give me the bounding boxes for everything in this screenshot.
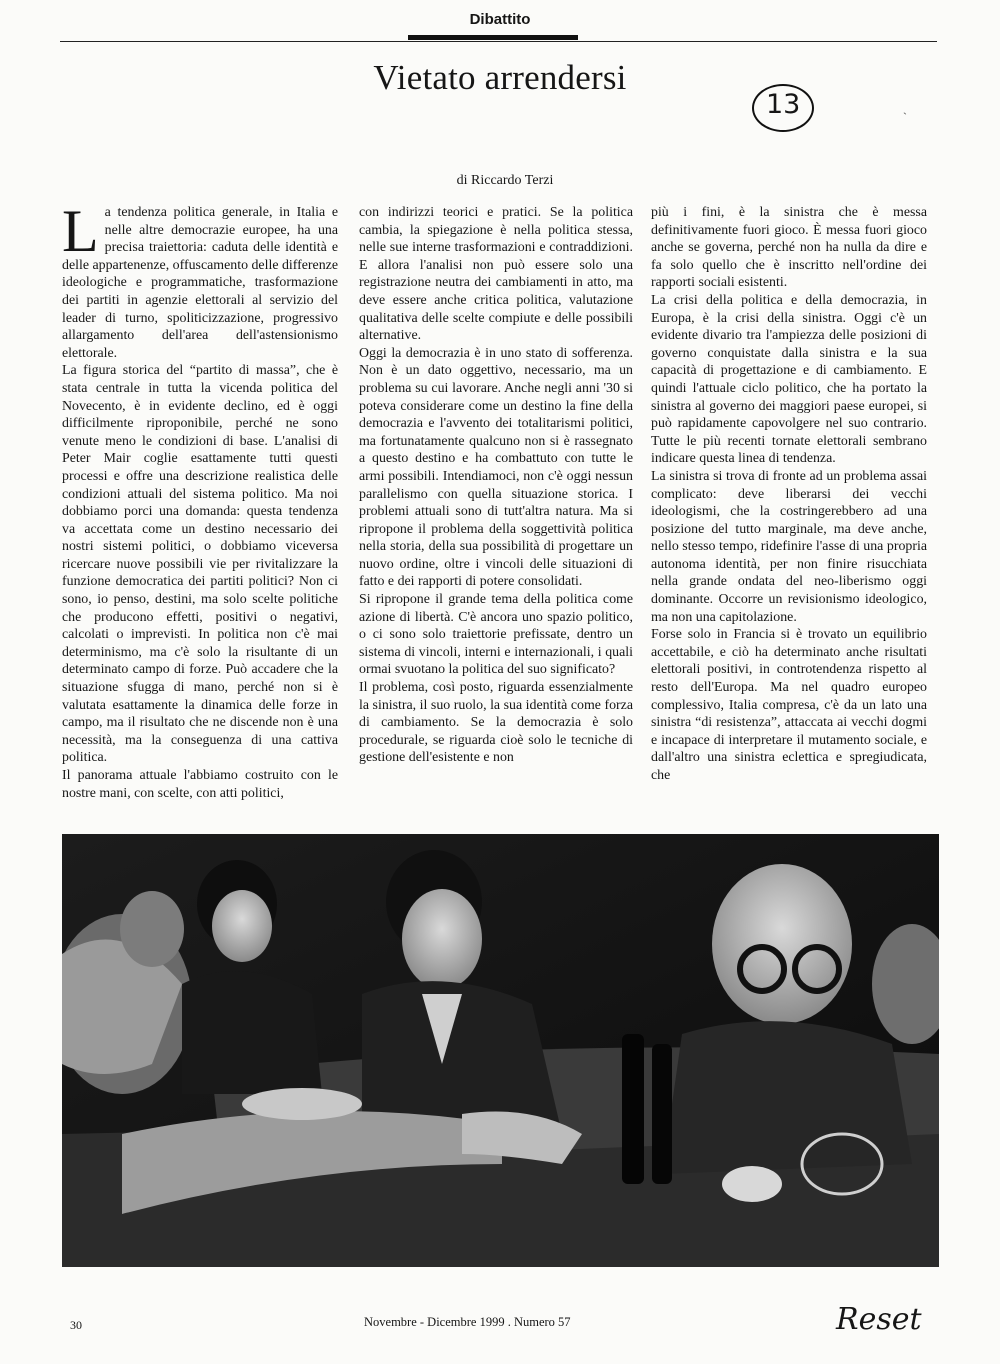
- article-photo: [62, 834, 939, 1267]
- article-column-2: [359, 204, 633, 767]
- paragraph: La figura storica del “partito di massa”, che è stata centrale in tutta la vicenda politica del Novecento, è in evidente declino, ed è oggi difficilmente riproponibile, perché ne sono venute meno le condizioni di base. L'analisi di Peter Mair coglie esattamente tutti questi processi e offre una descrizione realistica delle condizioni attuali del sistema politico. Ma noi dobbiamo porci una domanda: questa tendenza va accettata come un destino necessario dei nostri sistemi politici, o dobbiamo viceversa ricercare nuove possibili vie per rivitalizzare la funzione democratica dei partiti politici? Non ci sono, io penso, destini, ma solo scelte politiche che producono effetti, positivi o negativi, calcolati o imprevisti. In politica non c'è mai determinismo, ma c'è solo la risultante di un determinato campo di forze. Può accadere che la situazione sfugga di mano, perché non si è valutata esattamente la dinamica delle forze in campo, ma il risultato che ne discende non è una necessità, ma la conseguenza di una cattiva politica.: [62, 363, 338, 766]
- byline: di Riccardo Terzi: [456, 173, 554, 188]
- handwritten-number-text: 13: [766, 89, 801, 120]
- paragraph: più i fini, è la sinistra che è messa definitivamente fuori gioco. È messa fuori gioco anche se governa, perché non ha nulla da dire e fa solo quello che è inscritto nell'ordine dei rapporti sociali esistenti.: [651, 205, 927, 291]
- paragraph: Forse solo in Francia si è trovato un equilibrio accettabile, e ciò ha determinato anche risultati elettorali positivi, in controtendenza rispetto al resto dell'Europa. Ma nel quadro europeo complessivo, Italia compresa, c'è da un lato una sinistra “di resistenza”, attaccata ai vecchi dogmi e incapace di interpretare il mutamento sociale, e dall'altro una sinistra eclettica e spregiudicata, che: [651, 627, 927, 783]
- pencil-mark-icon: `: [903, 110, 907, 124]
- paragraph: con indirizzi teorici e pratici. Se la politica cambia, la spiegazione è nella politica stessa, nelle sue interne trasformazioni e contraddizioni. E allora l'analisi non può essere solo una registrazione neutra dei cambiamenti in atto, ma deve essere anche critica politica, valutazione qualitativa delle scelte compiute e delle possibili alternative.: [359, 205, 633, 344]
- paragraph: La crisi della politica e della democrazia, in Europa, è la crisi della sinistra. Oggi c'è un evidente divario tra l'ampiezza delle posizioni di governo conquistate dalla sinistra e la sua capacità di progettazione e di cambiamento. E quindi l'attuale ciclo politico, che ha portato la sinistra al governo dei maggiori paese europei, si può rapidamente capovolgere nel suo contrario. Tutte le più recenti tornate elettorali sembrano indicare questa linea di tendenza.: [651, 292, 927, 467]
- paragraph: Oggi la democrazia è in uno stato di sofferenza. Non è un dato oggettivo, necessario, ma un problema su cui lavorare. Anche negli anni '30 si poteva considerare come un destino la fine della democrazia e l'avvento dei totalitarismi politici, ma fortunatamente qualcuno non si è rassegnato a questo destino e ha combattuto con tutte le armi possibili. Intendiamoci, non c'è oggi nessun parallelismo con quella situazione storica. I problemi attuali sono di tutt'altra natura. Ma si ripropone il problema della soggettività politica nella storia, della sua possibilità di progettare un nuovo ordine, oltre i vincoli delle situazioni di fatto e dei rapporti di potere consolidati.: [359, 345, 633, 590]
- paragraph: Si ripropone il grande tema della politica come azione di libertà. C'è ancora uno spazio politico, o ci sono solo traiettorie prefissate, dentro un sistema di vincoli, interni e internazionali, i quali ormai svuotano la politica del suo significato?: [359, 592, 633, 678]
- handwritten-page-number: [752, 84, 814, 132]
- drop-cap: L: [62, 198, 99, 264]
- section-label: Dibattito: [469, 11, 531, 28]
- paragraph: Il problema, così posto, riguarda essenzialmente la sinistra, il suo ruolo, la sua identità come forza di cambiamento. Se la democrazia è solo procedurale, se riguarda cioè solo le tecniche di gestione dell'esistente e non: [359, 680, 633, 766]
- article-title: Vietato arrendersi: [373, 58, 627, 97]
- paragraph: a tendenza politica generale, in Italia e nelle altre democrazie europee, ha una precisa traiettoria: caduta delle identità e delle appartenenze, offuscamento delle differenze ideologiche e programmatiche, trasformazione dei partiti in agenzie elettorali al servizio del leader di turno, spoliticizzazione, progressivo allargamento dell'area dell'astensionismo elettorale.: [62, 205, 338, 361]
- header-rule: [60, 41, 937, 42]
- paragraph: Il panorama attuale l'abbiamo costruito con le nostre mani, con scelte, con atti politici,: [62, 768, 338, 801]
- page-number: 30: [70, 1318, 82, 1332]
- issue-line: Novembre - Dicembre 1999 . Numero 57: [364, 1315, 571, 1329]
- magazine-logo: Reset: [836, 1302, 922, 1337]
- header-rule-thick: [408, 35, 578, 40]
- paragraph: La sinistra si trova di fronte ad un problema assai complicato: deve liberarsi dei vecchi ideologismi, che la costringerebbero ad una posizione del tutto marginale, ma deve anche, nello stesso tempo, ridefinire l'asse di una propria autonoma identità, per non finire risucchiata nella grande ondata del neo-liberismo oggi dominante. Occorre un revisionismo ideologico, ma non una capitolazione.: [651, 468, 927, 625]
- article-column-3: [651, 204, 927, 785]
- article-column-1: [62, 198, 338, 802]
- photo-illustration: [62, 834, 939, 1267]
